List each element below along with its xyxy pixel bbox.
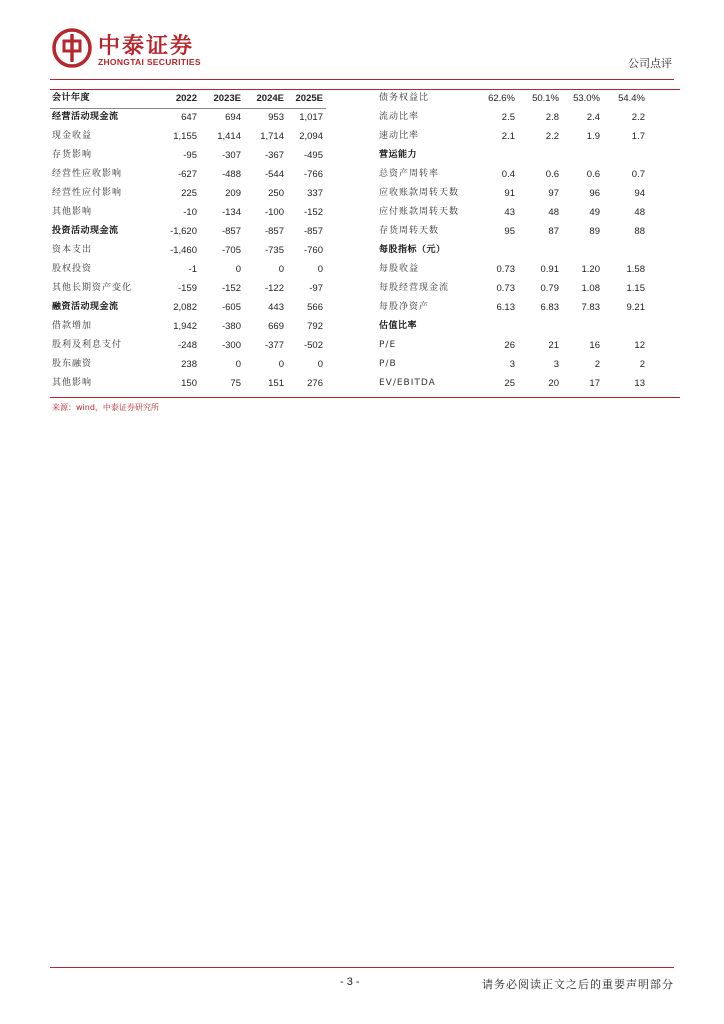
cell-value: 9.21 [626, 302, 645, 313]
cell-value: 1.15 [626, 283, 645, 294]
cell-value: 1.7 [631, 131, 645, 142]
table-row [50, 89, 680, 108]
cell-value: 694 [225, 112, 241, 123]
source-note: 来源：wind，中泰证券研究所 [52, 403, 159, 412]
cell-value: 0.73 [496, 283, 515, 294]
cell-value: 89 [589, 226, 600, 237]
cell-value: -857 [264, 226, 284, 237]
row-label: 每股指标（元） [379, 245, 446, 255]
cell-value: 0.91 [540, 264, 559, 275]
cell-value: 2.2 [631, 112, 645, 123]
cell-value: 3 [553, 359, 559, 370]
row-label: 每股经营现金流 [379, 283, 450, 293]
cell-value: 151 [268, 378, 284, 389]
table-row [50, 127, 680, 146]
cell-value: -248 [177, 340, 197, 351]
year-header: 2022 [175, 93, 197, 104]
cell-value: -300 [221, 340, 241, 351]
cell-value: -152 [221, 283, 241, 294]
cell-value: 21 [548, 340, 559, 351]
table-row [50, 222, 680, 241]
row-label: 其他影响 [52, 207, 93, 217]
table-row [50, 317, 680, 336]
cell-value: 0.79 [540, 283, 559, 294]
row-label: 存货周转天数 [379, 226, 440, 236]
table-row [50, 374, 680, 393]
cell-value: 7.83 [581, 302, 600, 313]
cell-value: 1.20 [581, 264, 600, 275]
cell-value: 225 [181, 188, 197, 199]
cell-value: 96 [589, 188, 600, 199]
row-label: 每股净资产 [379, 302, 430, 312]
cell-value: -735 [264, 245, 284, 256]
cell-value: -1,460 [170, 245, 197, 256]
table-row [50, 260, 680, 279]
logo-chinese-name: 中泰证券 [98, 34, 195, 59]
cell-value: 13 [634, 378, 645, 389]
cell-value: -760 [303, 245, 323, 256]
cell-value: 792 [307, 321, 323, 332]
cell-value: 0 [235, 264, 241, 275]
row-label: 股东融资 [52, 359, 93, 369]
row-label: 应付账款周转天数 [379, 207, 460, 217]
row-label: 其他影响 [52, 378, 93, 388]
cell-value: 276 [307, 378, 323, 389]
column-header-label: 会计年度 [52, 93, 91, 103]
document-type-label: 公司点评 [628, 57, 672, 70]
cell-value: 91 [504, 188, 515, 199]
cell-value: 12 [634, 340, 645, 351]
row-label: 其他长期资产变化 [52, 283, 133, 293]
cell-value: 1,414 [217, 131, 241, 142]
row-label: 估值比率 [379, 321, 418, 331]
row-label: 投资活动现金流 [52, 226, 119, 236]
cell-value: 0.73 [496, 264, 515, 275]
year-header: 2024E [256, 93, 284, 104]
zhongtai-logo-icon [52, 28, 92, 68]
cell-value: 337 [307, 188, 323, 199]
table-row [50, 165, 680, 184]
row-label: 经营活动现金流 [52, 112, 119, 122]
table-row [50, 241, 680, 260]
cell-value: 150 [181, 378, 197, 389]
cell-value: 25 [504, 378, 515, 389]
cell-value: -95 [183, 150, 197, 161]
row-label: 经营性应付影响 [52, 188, 123, 198]
cell-value: 2 [639, 359, 645, 370]
cell-value: -857 [221, 226, 241, 237]
row-label: 资本支出 [52, 245, 93, 255]
cell-value: -502 [303, 340, 323, 351]
cell-value: 1.58 [626, 264, 645, 275]
cell-value: 26 [504, 340, 515, 351]
page-number: - 3 - [340, 976, 360, 988]
cell-value: -544 [264, 169, 284, 180]
cell-value: 2,082 [173, 302, 197, 313]
table-row [50, 298, 680, 317]
cell-value: 1,017 [299, 112, 323, 123]
year-header: 2023E [213, 93, 241, 104]
row-label: 债务权益比 [379, 93, 430, 103]
logo-english-name: ZHONGTAI SECURITIES [98, 57, 201, 67]
row-label: 应收账款周转天数 [379, 188, 460, 198]
row-label: EV/EBITDA [379, 378, 436, 388]
row-label: P/E [379, 340, 397, 350]
cell-value: 566 [307, 302, 323, 313]
cell-value: 2 [594, 359, 600, 370]
cell-value: -307 [221, 150, 241, 161]
cell-value: 0.6 [586, 169, 600, 180]
cell-value: -134 [221, 207, 241, 218]
cell-value: 62.6% [488, 93, 515, 104]
disclaimer-text: 请务必阅读正文之后的重要声明部分 [482, 978, 674, 991]
cell-value: 2.4 [586, 112, 600, 123]
cell-value: 0.7 [631, 169, 645, 180]
cell-value: 953 [268, 112, 284, 123]
cell-value: 48 [548, 207, 559, 218]
cell-value: 0.6 [545, 169, 559, 180]
cell-value: 88 [634, 226, 645, 237]
cell-value: -705 [221, 245, 241, 256]
cell-value: 0 [317, 264, 323, 275]
cell-value: 97 [548, 188, 559, 199]
row-label: 流动比率 [379, 112, 420, 122]
cell-value: 3 [509, 359, 515, 370]
row-label: 每股收益 [379, 264, 420, 274]
row-label: 营运能力 [379, 150, 418, 160]
cell-value: 94 [634, 188, 645, 199]
cell-value: 50.1% [532, 93, 559, 104]
cell-value: 49 [589, 207, 600, 218]
cell-value: 1,155 [173, 131, 197, 142]
row-label: 股权投资 [52, 264, 93, 274]
row-label: 融资活动现金流 [52, 302, 119, 312]
cell-value: -857 [303, 226, 323, 237]
cell-value: -10 [183, 207, 197, 218]
row-label: P/B [379, 359, 397, 369]
cell-value: 1.9 [586, 131, 600, 142]
cell-value: 95 [504, 226, 515, 237]
cell-value: 0.4 [501, 169, 515, 180]
table-row [50, 336, 680, 355]
cell-value: 0 [278, 264, 284, 275]
row-label: 速动比率 [379, 131, 420, 141]
cell-value: -1,620 [170, 226, 197, 237]
cell-value: 0 [235, 359, 241, 370]
cell-value: 647 [181, 112, 197, 123]
row-label: 借款增加 [52, 321, 93, 331]
cell-value: -380 [221, 321, 241, 332]
row-label: 存货影响 [52, 150, 93, 160]
table-row [50, 184, 680, 203]
table-row [50, 146, 680, 165]
cell-value: -766 [303, 169, 323, 180]
table-row [50, 203, 680, 222]
row-label: 经营性应收影响 [52, 169, 123, 179]
header-divider [50, 79, 674, 80]
cell-value: -495 [303, 150, 323, 161]
cell-value: 48 [634, 207, 645, 218]
cell-value: 17 [589, 378, 600, 389]
cell-value: -97 [309, 283, 323, 294]
cell-value: 87 [548, 226, 559, 237]
table-row [50, 355, 680, 374]
cell-value: 0 [317, 359, 323, 370]
cell-value: -367 [264, 150, 284, 161]
cell-value: 20 [548, 378, 559, 389]
row-label: 总资产周转率 [379, 169, 440, 179]
cell-value: -100 [264, 207, 284, 218]
footer-divider [50, 967, 674, 968]
cell-value: 669 [268, 321, 284, 332]
year-header: 2025E [295, 93, 323, 104]
cell-value: 16 [589, 340, 600, 351]
cell-value: 1.08 [581, 283, 600, 294]
cell-value: 2,094 [299, 131, 323, 142]
cell-value: 43 [504, 207, 515, 218]
cell-value: 2.2 [545, 131, 559, 142]
row-label: 现金收益 [52, 131, 93, 141]
cell-value: 75 [230, 378, 241, 389]
cell-value: 2.8 [545, 112, 559, 123]
cell-value: 1,942 [173, 321, 197, 332]
cell-value: 209 [225, 188, 241, 199]
cell-value: 6.13 [496, 302, 515, 313]
cell-value: -488 [221, 169, 241, 180]
cell-value: 54.4% [618, 93, 645, 104]
cell-value: 1,714 [260, 131, 284, 142]
cell-value: -605 [221, 302, 241, 313]
cell-value: -627 [177, 169, 197, 180]
cell-value: 53.0% [573, 93, 600, 104]
cell-value: 6.83 [540, 302, 559, 313]
company-logo [52, 28, 222, 70]
cell-value: -377 [264, 340, 284, 351]
cell-value: -152 [303, 207, 323, 218]
cell-value: 238 [181, 359, 197, 370]
table-bottom-rule [50, 397, 680, 398]
cell-value: 250 [268, 188, 284, 199]
cell-value: -159 [177, 283, 197, 294]
cell-value: 443 [268, 302, 284, 313]
cell-value: -1 [188, 264, 197, 275]
cell-value: 2.5 [501, 112, 515, 123]
cell-value: -122 [264, 283, 284, 294]
table-row [50, 108, 680, 127]
cell-value: 2.1 [501, 131, 515, 142]
cell-value: 0 [278, 359, 284, 370]
row-label: 股利及利息支付 [52, 340, 123, 350]
table-row [50, 279, 680, 298]
